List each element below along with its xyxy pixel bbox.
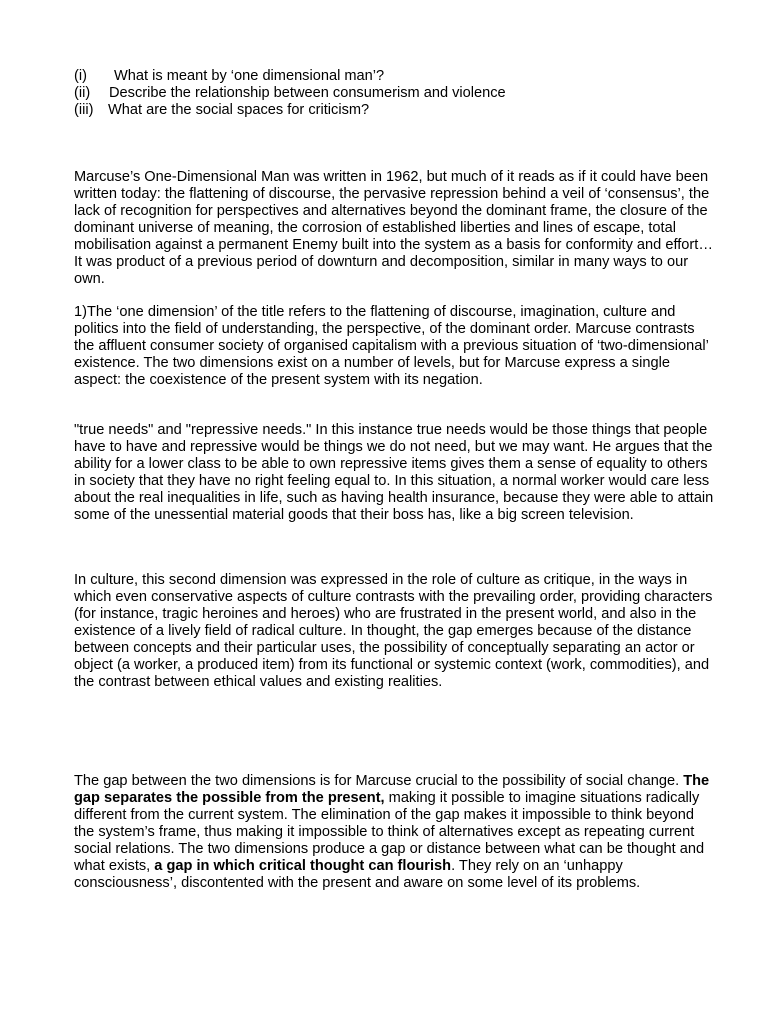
question-number: (iii) (74, 102, 94, 118)
paragraph-needs: "true needs" and "repressive needs." In this instance true needs would be those things that people have to have and repressive would be things we do not need, but we may want. He argues that the ability for a lower class to be able to own repressive items gives them a sense of equality to others in society that they have no right feeling equal to. In this situation, a normal worker would care less about the real inequalities in life, such as having health insurance, because they were able to attain some of the unessential material goods that their boss has, like a big screen television. (74, 422, 714, 523)
bold-phrase: a gap in which critical thought can flourish (154, 858, 452, 874)
question-number: (ii) (74, 85, 91, 101)
paragraph-culture: In culture, this second dimension was expressed in the role of culture as critique, in the ways in which even conservative aspects of culture contrasts with the prevailing order, providing characters (for instance, tragic heroines and heroes) who are frustrated in the present world, and also in the existence of a lively field of radical culture. In thought, the gap emerges because of the distance between concepts and their particular uses, the possibility of conceptually separating an actor or object (a worker, a produced item) from its functional or systemic context (work, commodities), and the contrast between ethical values and existing realities. (74, 572, 713, 690)
paragraph-text: The gap between the two dimensions is for Marcuse crucial to the possibility of social change. (74, 773, 684, 789)
question-list (74, 68, 714, 119)
bold-phrase: The gap separates the possible from the present, (74, 773, 710, 806)
question-text: What is meant by ‘one dimensional man’? (114, 68, 385, 84)
paragraph-one-dimension: 1)The ‘one dimension’ of the title refers to the flattening of discourse, imagination, culture and politics into the field of understanding, the perspective, of the dominant order. Marcuse contrasts the affluent consumer society of organised capitalism with a previous situation of ‘two-dimensional’ existence. The two dimensions exist on a number of levels, but for Marcuse express a single aspect: the coexistence of the present system with its negation. (74, 304, 709, 388)
question-number: (i) (74, 68, 87, 84)
question-item (74, 102, 714, 119)
paragraph-intro: Marcuse’s One-Dimensional Man was written in 1962, but much of it reads as if it could have been written today: the flattening of discourse, the pervasive repression behind a veil of ‘consensus’, the lack of recognition for perspectives and alternatives beyond the dominant frame, the closure of the dominant universe of meaning, the corrosion of established liberties and lines of escape, total mobilisation against a permanent Enemy built into the system as a basis for conformity and effort… It was product of a previous period of downturn and decomposition, similar in many ways to our own. (74, 169, 713, 287)
question-item (74, 68, 714, 85)
paragraph-gap (74, 773, 714, 892)
paragraph-text: making it possible to imagine situations radically different from the current system. The elimination of the gap makes it impossible to think beyond the system’s frame, thus making it impossible to think of alternatives except as repeating current social relations. The two dimensions produce a gap or distance between what can be thought and what exists, (74, 790, 705, 874)
paragraph-text: . They rely on an ‘unhappy consciousness’, discontented with the present and aware on some level of its problems. (74, 858, 641, 891)
question-item (74, 85, 714, 102)
question-text: What are the social spaces for criticism? (108, 102, 370, 118)
question-text: Describe the relationship between consumerism and violence (109, 85, 506, 101)
